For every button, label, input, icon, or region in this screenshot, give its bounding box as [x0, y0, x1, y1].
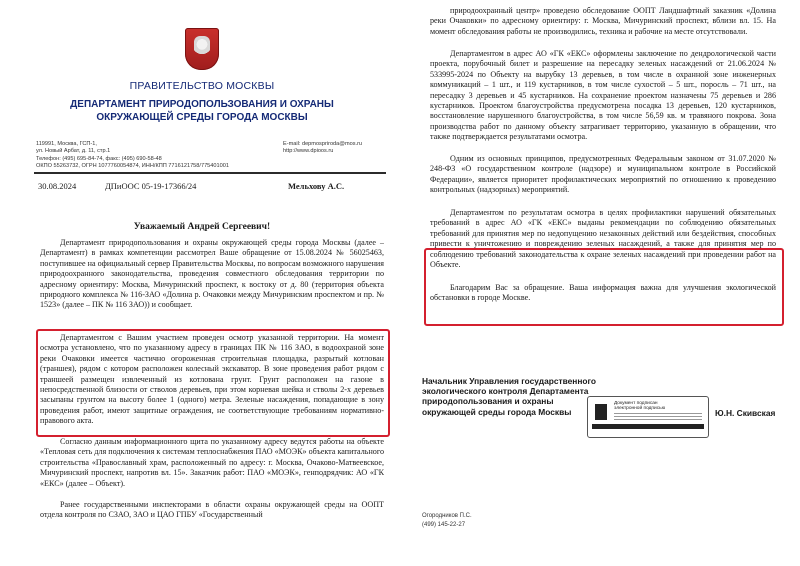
signatory-name: Ю.Н. Скивская	[715, 408, 776, 418]
paragraph-thanks: Благодарим Вас за обращение. Ваша информация важна для улучшения экологической обстановки в городе Москве.	[430, 283, 776, 303]
executor-info	[422, 512, 472, 530]
registration-number: ДПиООС 05-19-17366/24	[105, 181, 197, 191]
paragraph-info-board: Согласно данным информационного щита по указанному адресу ведутся работы на объекте «Тепловая сеть для подключения к системам теплоснабжения ПАО «МОЭК» объекта капитального строительства «Православный храм, расположенный по адресу: г. Москва, Очаково-Матвеевское, Мичуринский проспект, напротив вл. 15». Заказчик работ: ПАО «МОЭК», генподрядчик: АО «ГК «ЕКС» (далее – Объект).	[40, 437, 384, 488]
stamp-detail-lines	[614, 413, 702, 422]
electronic-signature-stamp	[587, 396, 709, 438]
highlight-box-inspection	[36, 329, 390, 437]
header-divider	[34, 172, 386, 174]
highlight-box-recommendations	[424, 248, 784, 326]
executor-name: Огородников П.С.	[422, 513, 472, 519]
paragraph-permits: Департаментом в адрес АО «ГК «ЕКС» оформлены заключение по дендрологической части проекта, порубочный билет и разрешение на пересадку зеленых насаждений от 21.06.2024 № 533995-2024 по Объекту на вырубку 13 деревьев, в том числе в охранной зоне инженерных коммуникаций – 1 шт., и 119 кустарников, в том числе сухостой – 5 шт., поросль – 71 шт., на пересадку 3 деревьев и 45 кустарников. На сохранение проектом назначены 75 деревьев и 286 кустарников. Проектом благоустройства предусмотрена посадка 13 деревьев, 120 кустарников, восстановление нарушенного благоустройства, в том числе 56,59 кв. м травяного покрова. Зона производства работ по данному объекту затрагивает территорию, указанную в обращении, что также подтверждается результатами осмотра.	[430, 49, 776, 142]
letter-date: 30.08.2024	[38, 181, 77, 191]
moscow-coat-of-arms-icon	[185, 28, 219, 70]
addressee: Мельхову А.С.	[288, 181, 345, 191]
stamp-text: Документ подписан электронной подписью	[614, 401, 666, 412]
department-title: ДЕПАРТАМЕНТ ПРИРОДОПОЛЬЗОВАНИЯ И ОХРАНЫ ОКРУЖАЮЩЕЙ СРЕДЫ ГОРОДА МОСКВЫ	[70, 99, 334, 123]
executor-phone: (499) 145-22-27	[422, 522, 466, 528]
paragraph-inspection: Департаментом с Вашим участием проведен осмотр указанной территории. На момент осмотра установлено, что по указанному адресу в границах ПК № 116 ЗАО, в водоохраной зоне реки Очаковки имеется частично огороженная строительная площадка, разрытый котлован (траншея), рядом с котором расположен колесный экскаватор. В зоне проведения работ рядом с траншеей размещен извлеченный из котлована грунт. Грунт расположен на газоне в непосредственной близости от стволов деревьев, при этом корневая шейка и стволы 2-х деревьев засыпаны грунтом на высоту более 1 (одного) метра. Зеленые насаждения, попадающие в зону проведения работ, имеют защитные ограждения, не соответствующие требованиям нормативно-правового акта.	[40, 333, 384, 426]
stamp-bar	[592, 424, 704, 429]
government-title: ПРАВИТЕЛЬСТВО МОСКВЫ	[129, 80, 275, 92]
signatory-position: Начальник Управления государственного экологического контроля Департамента природопользования и охраны окружающей среды города Москвы	[422, 376, 597, 417]
paragraph-reserve-inspection: природоохранный центр» проведено обследование ООПТ Ландшафтный заказник «Долина реки Очаковки» по адресному ориентиру: г. Москва, Мичуринский проспект, вблизи вл. 15. На момент обследования работы не производились, техника и рабочие на месте отсутствовали.	[430, 6, 776, 36]
paragraph-intro: Департамент природопользования и охраны окружающей среды города Москвы (далее – Департамент) в рамках компетенции рассмотрел Ваше обращение от 15.08.2024 № 56025463, поступившее на официальный сервер Правительства Москвы, по вопросам возможного нарушения природоохранного законодательства, проведения совместного обследования территории по адресному ориентиру: Москва, Мичуринский проспект, к востоку от д. 80 (территория объекта природного комплекса № 116-ЗАО «Долина р. Очаковки между Мичуринским проспектом и пр. № 1523» (далее – ПК № 116 ЗАО)) и сообщает.	[40, 238, 384, 310]
address-block-right: E-mail: depmospriroda@mos.ru http://www.dpioos.ru	[283, 141, 363, 155]
address-block-left: 119991, Москва, ГСП-1, ул. Новый Арбат, д. 11, стр.1 Телефон: (495) 695-84-74, факс: (495) 690-58-48 ОКПО 55263732, ОГРН 1077760054874, ИНН/КПП 7716121758/775401001	[36, 141, 229, 170]
salutation: Уважаемый Андрей Сергеевич!	[133, 222, 271, 232]
paragraph-recommendations: Департаментом по результатам осмотра в целях профилактики нарушений обязательных требований в адрес АО «ГК «ЕКС» выданы рекомендации по соблюдению обязательных требований для принятия мер по недопущению незаконных действий или бездействия, способных привести к уничтожению и повреждению зеленых насаждений, а также для принятия мер по соблюдению требований законодательства к охране зеленых насаждений при проведении работ на Объекте.	[430, 208, 776, 270]
letter-page-2	[404, 0, 800, 566]
paragraph-earlier-inspection: Ранее государственными инспекторами в области охраны окружающей среды на ООПТ отдела контроля по СЗАО, ЗАО и ЦАО ГПБУ «Государственный	[40, 500, 384, 520]
paragraph-federal-law: Одним из основных принципов, предусмотренных Федеральным законом от 31.07.2020 № 248-ФЗ «О государственном контроле (надзоре) и муниципальном контроле в Российской Федерации», является приоритет профилактических мероприятий по отношению к проведению контрольных (надзорных) мероприятий.	[430, 154, 776, 195]
signature-seal-icon	[593, 402, 609, 422]
